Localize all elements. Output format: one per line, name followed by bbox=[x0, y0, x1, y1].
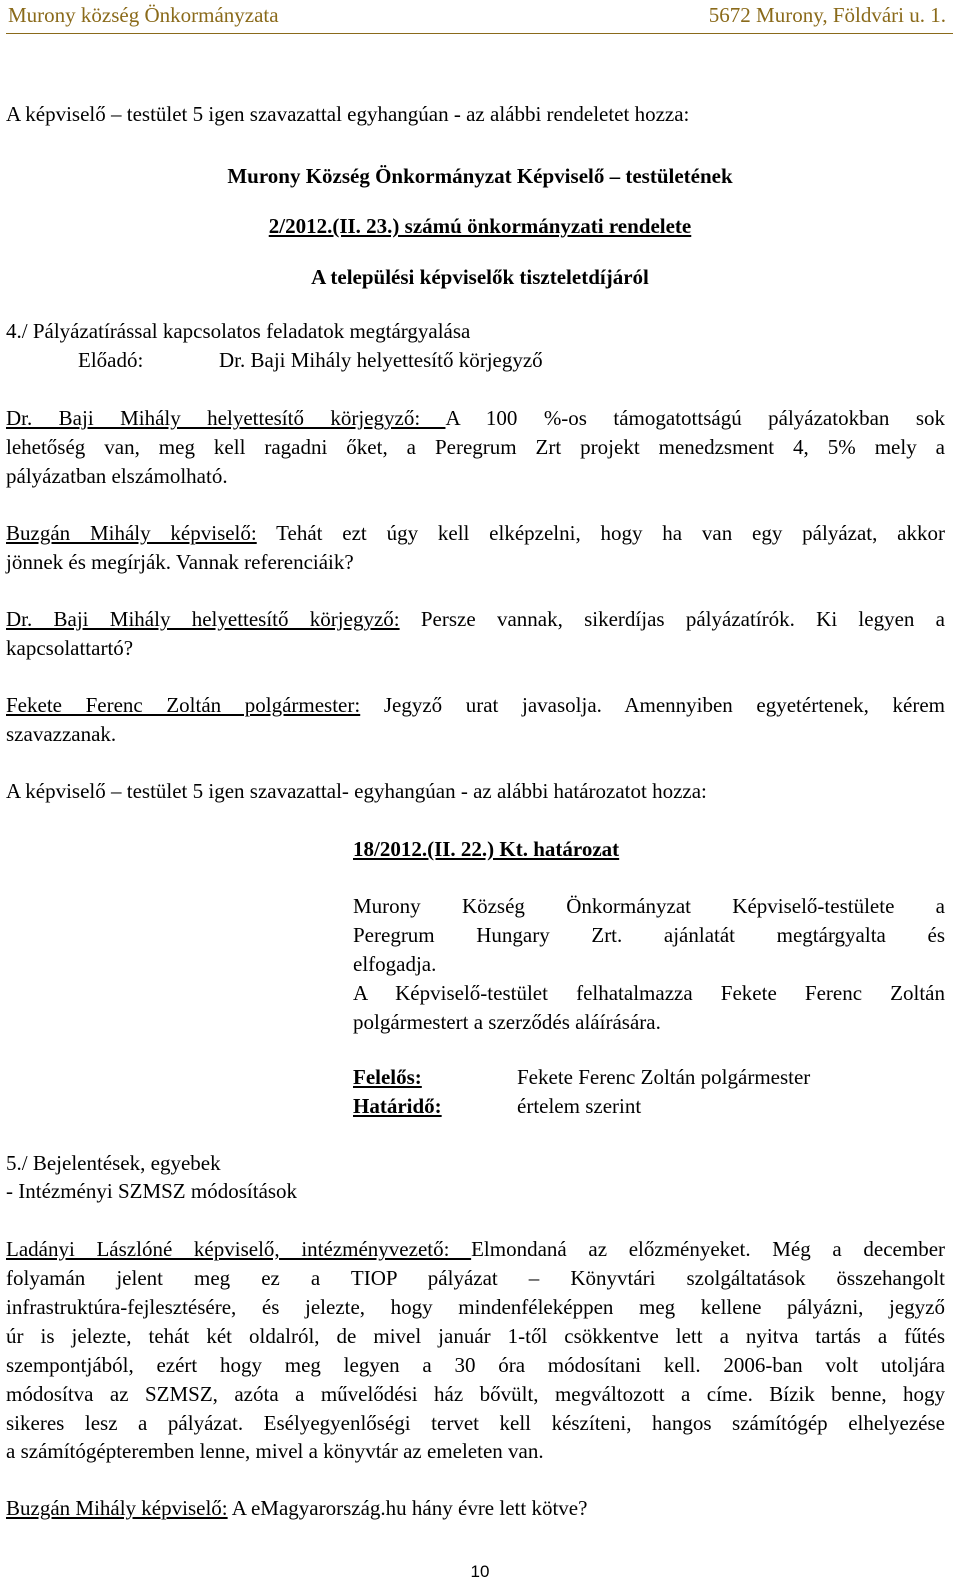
resolution-line-3: elfogadja. bbox=[353, 952, 437, 976]
paragraph-5-line-6: módosítva az SZMSZ, azóta a művelődési ház bővült, megváltozott a címe. Bízik benne, hogy bbox=[6, 1382, 945, 1406]
decree-title-3: A települési képviselők tiszteletdíjáról bbox=[311, 265, 649, 289]
speaker-name: Ladányi Lászlóné képviselő, intézményvezető: bbox=[6, 1237, 472, 1261]
resolution-line-1: Murony Község Önkormányzat Képviselő-testülete a bbox=[353, 894, 945, 918]
agenda-item-5-subtitle: - Intézményi SZMSZ módosítások bbox=[6, 1179, 298, 1203]
vote-statement-2: A képviselő – testület 5 igen szavazattal- egyhangúan - az alábbi határozatot hozza: bbox=[6, 779, 707, 803]
speaker-name: Dr. Baji Mihály helyettesítő körjegyző: bbox=[6, 607, 400, 631]
speaker-name: Buzgán Mihály képviselő: bbox=[6, 521, 257, 545]
paragraph-5-line-3: infrastruktúra-fejlesztésére, és jelezte, hogy mindenféleképpen meg kellene pályázni, jegyző bbox=[6, 1295, 945, 1319]
resolution-line-2: Peregrum Hungary Zrt. ajánlatát megtárgyalta és bbox=[353, 923, 945, 947]
paragraph-5-line-4: úr is jelezte, tehát két oldalról, de mivel január 1-től csökkentve lett a nyitva tartás a fűtés bbox=[6, 1324, 945, 1348]
resolution-title: 18/2012.(II. 22.) Kt. határozat bbox=[353, 837, 620, 861]
paragraph-4-line-1: Fekete Ferenc Zoltán polgármester: Jegyző urat javasolja. Amennyiben egyetértenek, kérem bbox=[6, 693, 946, 717]
paragraph-3-line-1: Dr. Baji Mihály helyettesítő körjegyző: Persze vannak, sikerdíjas pályázatírók. Ki legyen a bbox=[6, 607, 945, 631]
deadline-label: Határidő: bbox=[353, 1094, 442, 1118]
paragraph-1-line-3: pályázatban elszámolható. bbox=[6, 464, 228, 488]
resolution-line-4: A Képviselő-testület felhatalmazza Fekete Ferenc Zoltán bbox=[353, 981, 945, 1005]
agenda-item-5-title: 5./ Bejelentések, egyebek bbox=[6, 1151, 221, 1175]
header-left: Murony község Önkormányzata bbox=[8, 3, 279, 27]
paragraph-4-line-2: szavazzanak. bbox=[6, 722, 117, 746]
responsible-value: Fekete Ferenc Zoltán polgármester bbox=[517, 1065, 811, 1089]
speaker-name: Buzgán Mihály képviselő: bbox=[6, 1496, 228, 1520]
header-divider bbox=[6, 33, 953, 34]
presenter-name: Dr. Baji Mihály helyettesítő körjegyző bbox=[219, 348, 543, 372]
paragraph-3-line-2: kapcsolattartó? bbox=[6, 636, 134, 660]
presenter-label: Előadó: bbox=[78, 348, 144, 372]
paragraph-2-line-2: jönnek és megírják. Vannak referenciáik? bbox=[6, 550, 354, 574]
paragraph-2-line-1: Buzgán Mihály képviselő: Tehát ezt úgy kell elképzelni, hogy ha van egy pályázat, akkor bbox=[6, 521, 945, 545]
paragraph-5-line-5: szempontjából, ezért hogy meg legyen a 30 óra módosítani kell. 2006-ban volt utoljára bbox=[6, 1353, 945, 1377]
paragraph-5-line-8: a számítógépteremben lenne, mivel a könyvtár az emeleten van. bbox=[6, 1439, 544, 1463]
paragraph-1-line-1: Dr. Baji Mihály helyettesítő körjegyző: A 100 %-os támogatottságú pályázatokban sok bbox=[6, 406, 945, 430]
speaker-name: Fekete Ferenc Zoltán polgármester: bbox=[6, 693, 361, 717]
deadline-value: értelem szerint bbox=[517, 1094, 642, 1118]
paragraph-5-line-1: Ladányi Lászlóné képviselő, intézményvezető: Elmondaná az előzményeket. Még a december bbox=[6, 1237, 946, 1261]
agenda-item-4-title: 4./ Pályázatírással kapcsolatos feladatok megtárgyalása bbox=[6, 319, 471, 343]
paragraph-1-line-2: lehetőség van, meg kell ragadni őket, a Peregrum Zrt projekt menedzsment 4, 5% mely a bbox=[6, 435, 945, 459]
page-number: 10 bbox=[470, 1562, 490, 1581]
decree-title-2: 2/2012.(II. 23.) számú önkormányzati rendelete bbox=[268, 214, 692, 238]
decree-title-1: Murony Község Önkormányzat Képviselő – testületének bbox=[227, 164, 733, 188]
paragraph-5-line-2: folyamán jelent meg ez a TIOP pályázat – Könyvtári szolgáltatások összehangolt bbox=[6, 1266, 945, 1290]
paragraph-5-line-7: sikeres lesz a pályázat. Esélyegyenlőségi tervet kell készíteni, hangos számítógép elhelyezése bbox=[6, 1411, 945, 1435]
vote-statement-1: A képviselő – testület 5 igen szavazattal egyhangúan - az alábbi rendeletet hozza: bbox=[6, 102, 690, 126]
responsible-label: Felelős: bbox=[353, 1065, 422, 1089]
header-right: 5672 Murony, Földvári u. 1. bbox=[708, 3, 946, 27]
paragraph-6-line-1: Buzgán Mihály képviselő: A eMagyarország.hu hány évre lett kötve? bbox=[6, 1496, 588, 1520]
resolution-line-5: polgármestert a szerződés aláírására. bbox=[353, 1010, 661, 1034]
speaker-name: Dr. Baji Mihály helyettesítő körjegyző: bbox=[6, 406, 446, 430]
